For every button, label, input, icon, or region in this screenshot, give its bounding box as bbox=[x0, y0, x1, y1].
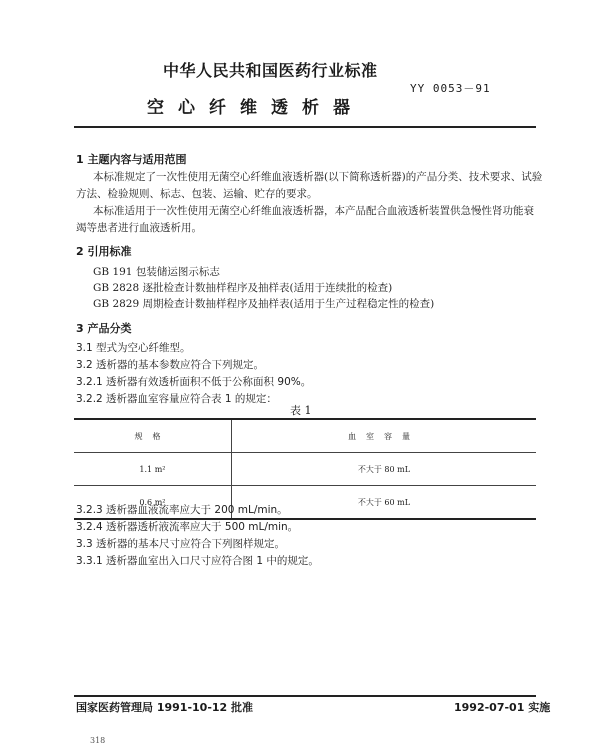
clause-3-3: 3.3 透析器的基本尺寸应符合下列图样规定。 bbox=[76, 538, 286, 550]
implementation-date: 1992-07-01 实施 bbox=[454, 701, 551, 714]
document-title: 空心纤维透析器 bbox=[147, 98, 364, 118]
section-2-heading: 2 引用标准 bbox=[76, 245, 132, 258]
table-header-volume: 血室容量 bbox=[231, 419, 536, 453]
table-cell: 不大于 80 mL bbox=[231, 453, 536, 486]
clause-3-1: 3.1 型式为空心纤维型。 bbox=[76, 342, 191, 354]
clause-3-2-4: 3.2.4 透析器透析液流率应大于 500 mL/min。 bbox=[76, 521, 299, 533]
standard-organization: 中华人民共和国医药行业标准 bbox=[163, 61, 378, 80]
clause-3-2-3: 3.2.3 透析器血液流率应大于 200 mL/min。 bbox=[76, 504, 288, 516]
footer-rule bbox=[74, 695, 536, 697]
section-1-para-2-line-1: 本标准适用于一次性使用无菌空心纤维血液透析器，本产品配合血液透析装置供急慢性肾功能衰 bbox=[93, 205, 534, 217]
table-row bbox=[74, 453, 536, 486]
table-caption: 表 1 bbox=[290, 404, 312, 417]
clause-3-2-1: 3.2.1 透析器有效透析面积不低于公称面积 90%。 bbox=[76, 376, 312, 388]
approval-date: 国家医药管理局 1991-10-12 批准 bbox=[76, 701, 254, 714]
reference-item: GB 191 包装储运图示标志 bbox=[93, 266, 220, 278]
table-header-spec: 规格 bbox=[74, 419, 231, 453]
clause-3-2-2: 3.2.2 透析器血室容量应符合表 1 的规定： bbox=[76, 393, 277, 405]
header-rule bbox=[74, 126, 536, 128]
section-1-para-2-line-2: 竭等患者进行血液透析用。 bbox=[76, 222, 202, 234]
section-3-heading: 3 产品分类 bbox=[76, 322, 132, 335]
section-1-heading: 1 主题内容与适用范围 bbox=[76, 153, 187, 166]
reference-item: GB 2828 逐批检查计数抽样程序及抽样表(适用于连续批的检查) bbox=[93, 282, 393, 294]
standard-code: YY 0053－91 bbox=[410, 82, 491, 95]
table-cell: 0.6 m² bbox=[74, 486, 231, 520]
table-cell: 1.1 m² bbox=[74, 453, 231, 486]
clause-3-3-1: 3.3.1 透析器血室出入口尺寸应符合图 1 中的规定。 bbox=[76, 555, 319, 567]
page-number: 318 bbox=[90, 736, 106, 745]
table-cell: 不大于 60 mL bbox=[231, 486, 536, 520]
section-1-para-1-line-1: 本标准规定了一次性使用无菌空心纤维血液透析器(以下简称透析器)的产品分类、技术要求、试验 bbox=[93, 171, 543, 183]
section-1-para-1-line-2: 方法、检验规则、标志、包装、运输、贮存的要求。 bbox=[76, 188, 318, 200]
reference-item: GB 2829 周期检查计数抽样程序及抽样表(适用于生产过程稳定性的检查) bbox=[93, 298, 435, 310]
clause-3-2: 3.2 透析器的基本参数应符合下列规定。 bbox=[76, 359, 265, 371]
